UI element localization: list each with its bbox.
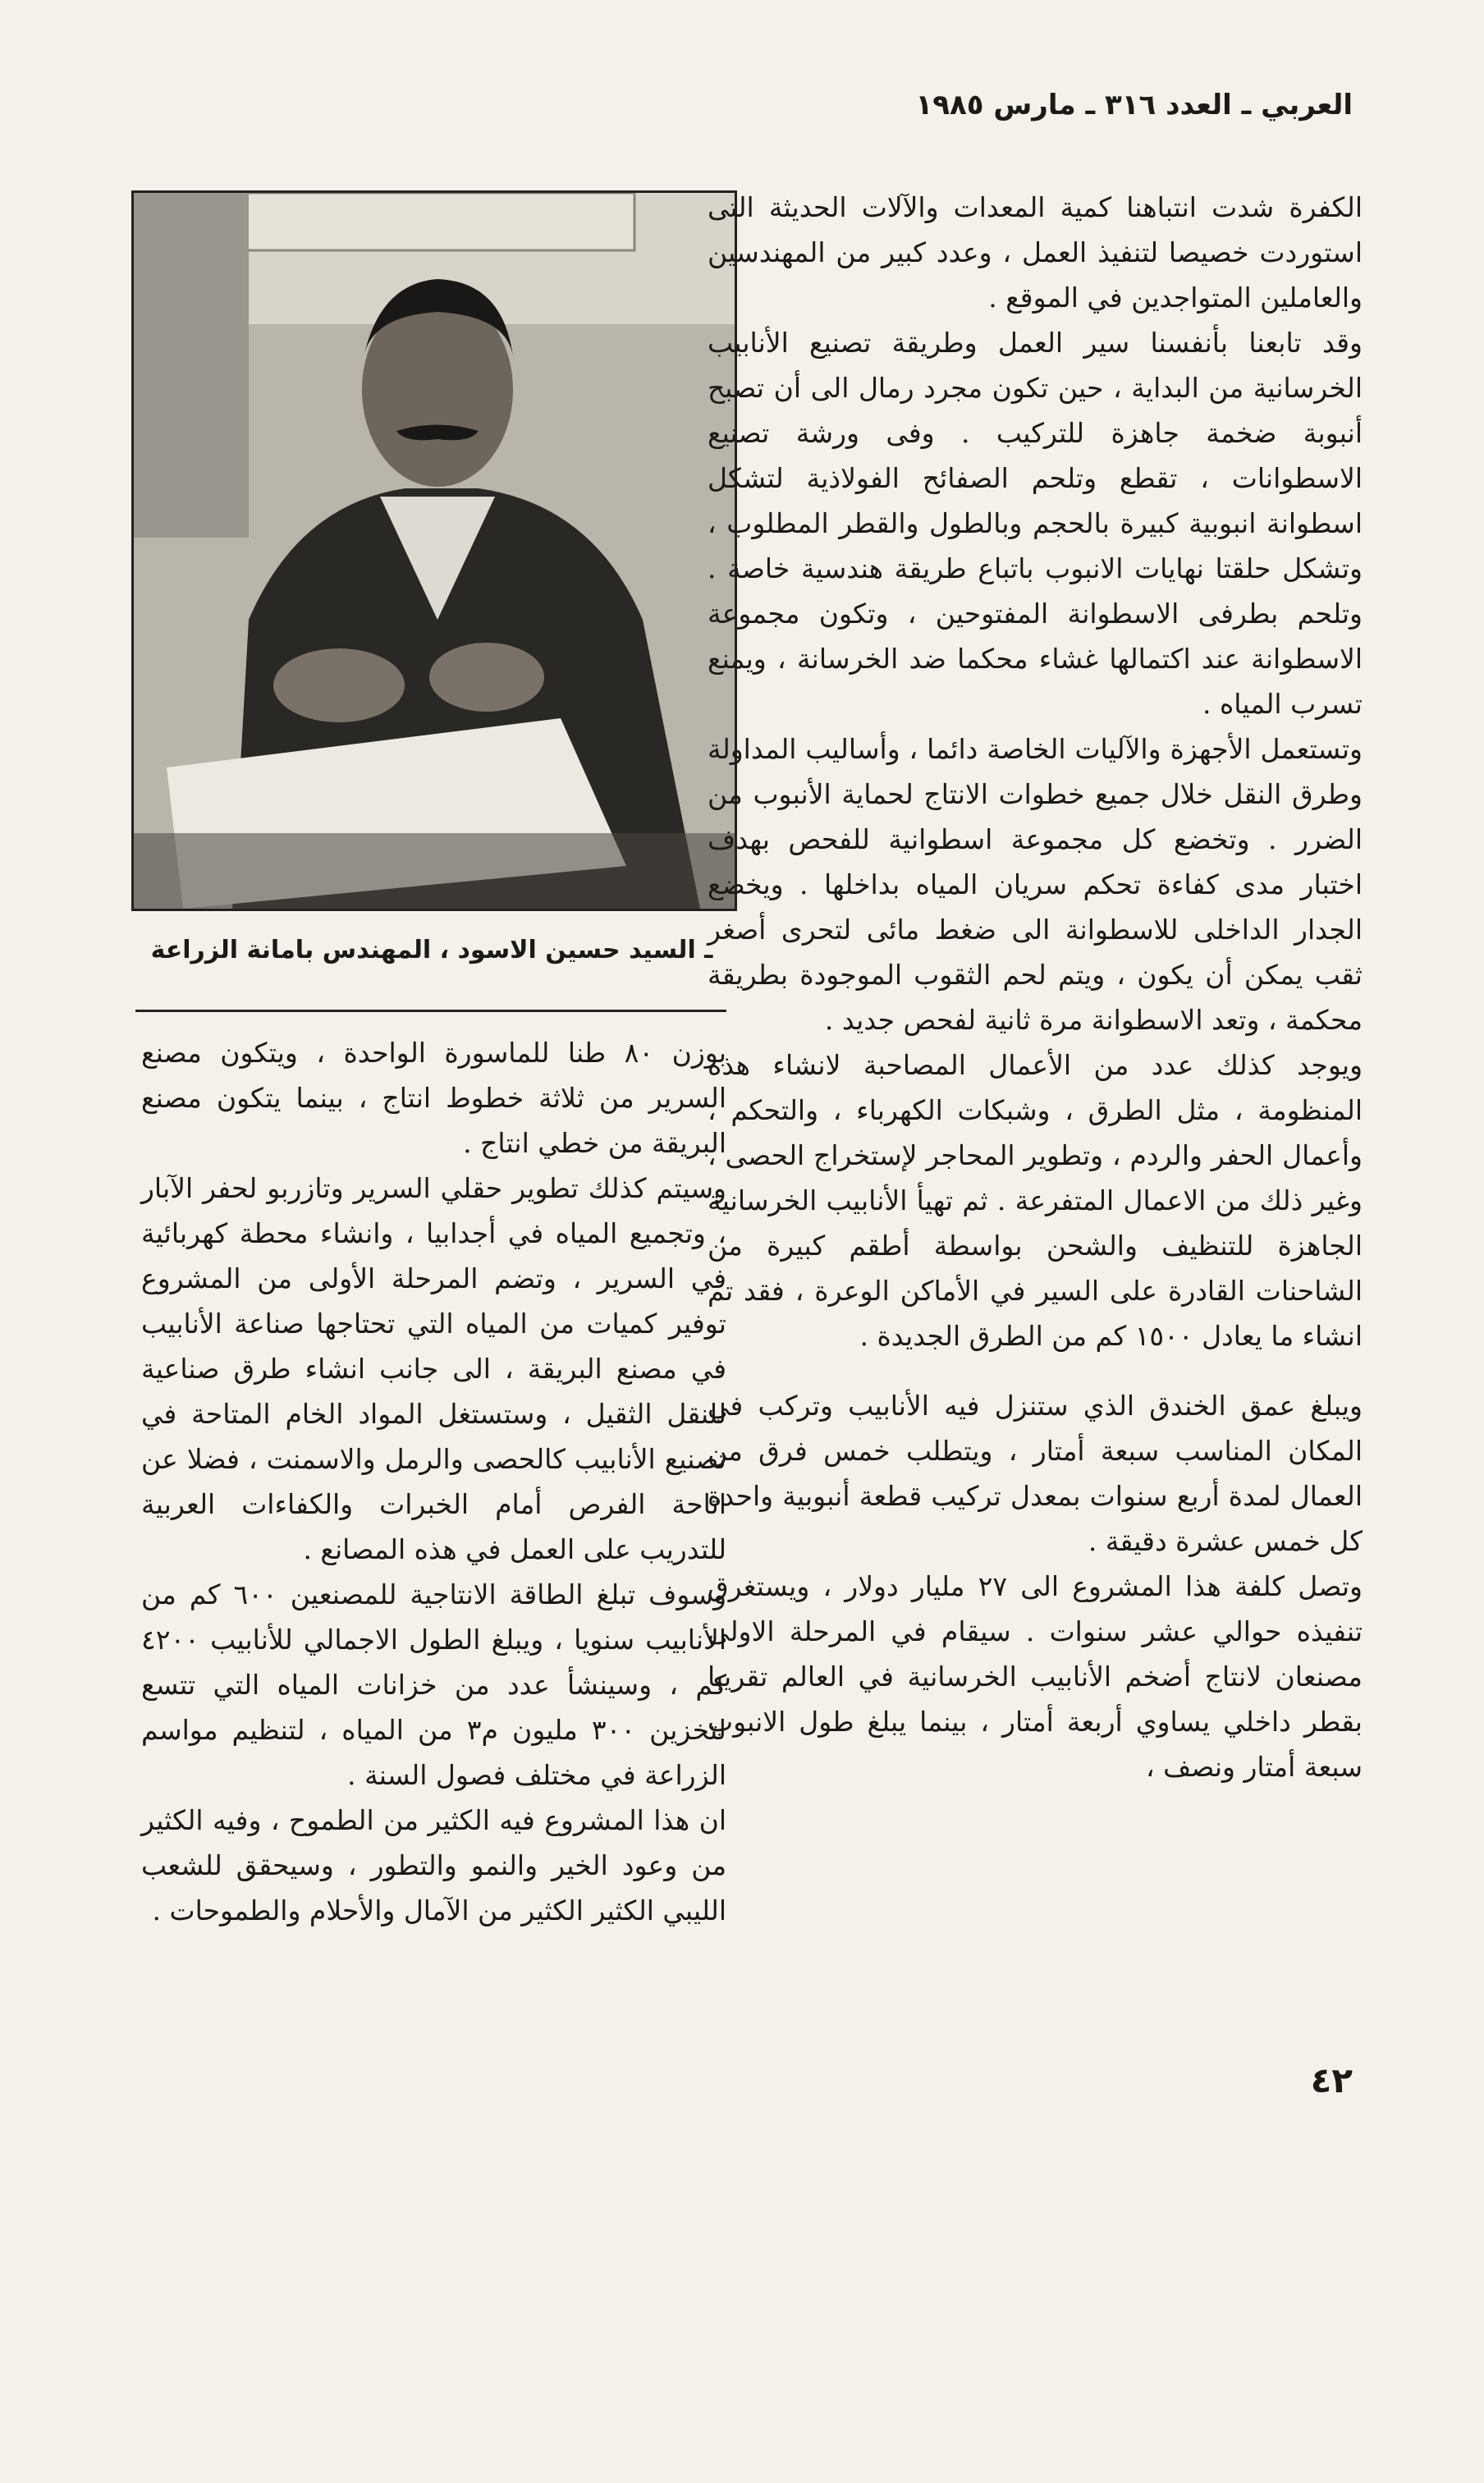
paragraph: ويوجد كذلك عدد من الأعمال المصاحبة لانشاء هذه المنظومة ، مثل الطرق ، وشبكات الكهرباء ، والتحكم ، وأعمال الحفر والردم ، وتطوير المحاجر لإستخراج الحصى ، وغير ذلك من الاعمال المتفرعة . ثم تهيأ الأنابيب الخرسانية الجاهزة للتنظيف والشحن بواسطة أطقم كبيرة من الشاحنات القادرة على السير في الأماكن الوعرة ، فقد تم انشاء ما يعادل ١٥٠٠ كم من الطرق الجديدة . <box>708 1049 1363 1352</box>
right-column <box>708 185 1363 2483</box>
paragraph: وتصل كلفة هذا المشروع الى ٢٧ مليار دولار ، ويستغرق تنفيذه حوالي عشر سنوات . سيقام في المرحلة الاولى مصنعان لانتاج أضخم الأنابيب الخرسانية في العالم تقريبا بقطر داخلي يساوي أربعة أمتار ، بينما يبلغ طول الانبوب سبعة أمتار ونصف ، <box>708 1570 1363 1783</box>
paragraph: الكفرة شدت انتباهنا كمية المعدات والآلات الحديثة التى استوردت خصيصا لتنفيذ العمل ، وعدد كبير من المهندسين والعاملين المتواجدين في الموقع . <box>708 191 1363 314</box>
page-number: ٤٢ <box>1310 2060 1353 2100</box>
paragraph: وسيتم كذلك تطوير حقلي السرير وتازربو لحفر الآبار ، وتجميع المياه في أجدابيا ، وانشاء محطة كهربائية في السرير ، وتضم المرحلة الأولى من المشروع توفير كميات من المياه التي تحتاجها صناعة الأنابيب في مصنع البريقة ، الى جانب انشاء طرق صناعية للنقل الثقيل ، وستستغل المواد الخام المتاحة في تصنيع الأنابيب كالحصى والرمل والاسمنت ، فضلا عن اتاحة الفرص أمام الخبرات والكفاءات العربية للتدريب على العمل في هذه المصانع . <box>141 1172 726 1565</box>
paragraph: وتستعمل الأجهزة والآليات الخاصة دائما ، وأساليب المداولة وطرق النقل خلال جميع خطوات الانتاج لحماية الأنبوب من الضرر . وتخضع كل مجموعة اسطوانية للفحص بهدف اختبار مدى كفاءة تحكم سريان المياه بداخلها . ويخضع الجدار الداخلى للاسطوانة الى ضغط مائى لتحرى أصغر ثقب يمكن أن يكون ، ويتم لحم الثقوب الموجودة بطريقة محكمة ، وتعد الاسطوانة مرة ثانية لفحص جديد . <box>708 733 1363 1036</box>
running-header: العربي ـ العدد ٣١٦ ـ مارس ١٩٨٥ <box>915 89 1353 121</box>
paragraph: وقد تابعنا بأنفسنا سير العمل وطريقة تصنيع الأنابيب الخرسانية من البداية ، حين تكون مجرد رمال الى أن تصبح أنبوبة ضخمة جاهزة للتركيب . وفى ورشة تصنيع الاسطوانات ، تقطع وتلحم الصفائح الفولاذية لتشكل اسطوانة انبوبية كبيرة بالحجم وبالطول والقطر المطلوب ، وتشكل حلقتا نهايات الانبوب باتباع طريقة هندسية خاصة . وتلحم بطرفى الاسطوانة المفتوحين ، وتكون مجموعة الاسطوانة عند اكتمالها غشاء محكما ضد الخرسانة ، ويمنع تسرب المياه . <box>708 327 1363 720</box>
paragraph-gap <box>708 1358 1363 1383</box>
photo-caption: ـ السيد حسين الاسود ، المهندس بامانة الزراعة <box>150 936 713 964</box>
paragraph: ويبلغ عمق الخندق الذي ستنزل فيه الأنابيب وتركب في المكان المناسب سبعة أمتار ، ويتطلب خمس فرق من العمال لمدة أربع سنوات بمعدل تركيب قطعة أنبوبية واحدة كل خمس عشرة دقيقة . <box>708 1390 1363 1557</box>
portrait-photo <box>131 190 737 911</box>
left-column <box>141 1030 726 1933</box>
paragraph: وسوف تبلغ الطاقة الانتاجية للمصنعين ٦٠٠ كم من الأنابيب سنويا ، ويبلغ الطول الاجمالي للأنابيب ٤٢٠٠ كم ، وسينشأ عدد من خزانات المياه التي تتسع لتخزين ٣٠٠ مليون م٣ من المياه ، لتنظيم مواسم الزراعة في مختلف فصول السنة . <box>141 1578 727 1791</box>
portrait-illustration <box>134 193 735 909</box>
column-divider <box>135 1010 726 1012</box>
paragraph: ان هذا المشروع فيه الكثير من الطموح ، وفيه الكثير من وعود الخير والنمو والتطور ، وسيحقق للشعب الليبي الكثير الكثير من الآمال والأحلام والطموحات . <box>141 1804 726 1926</box>
paragraph: بوزن ٨٠ طنا للماسورة الواحدة ، ويتكون مصنع السرير من ثلاثة خطوط انتاج ، بينما يتكون مصنع البريقة من خطي انتاج . <box>141 1037 726 1159</box>
